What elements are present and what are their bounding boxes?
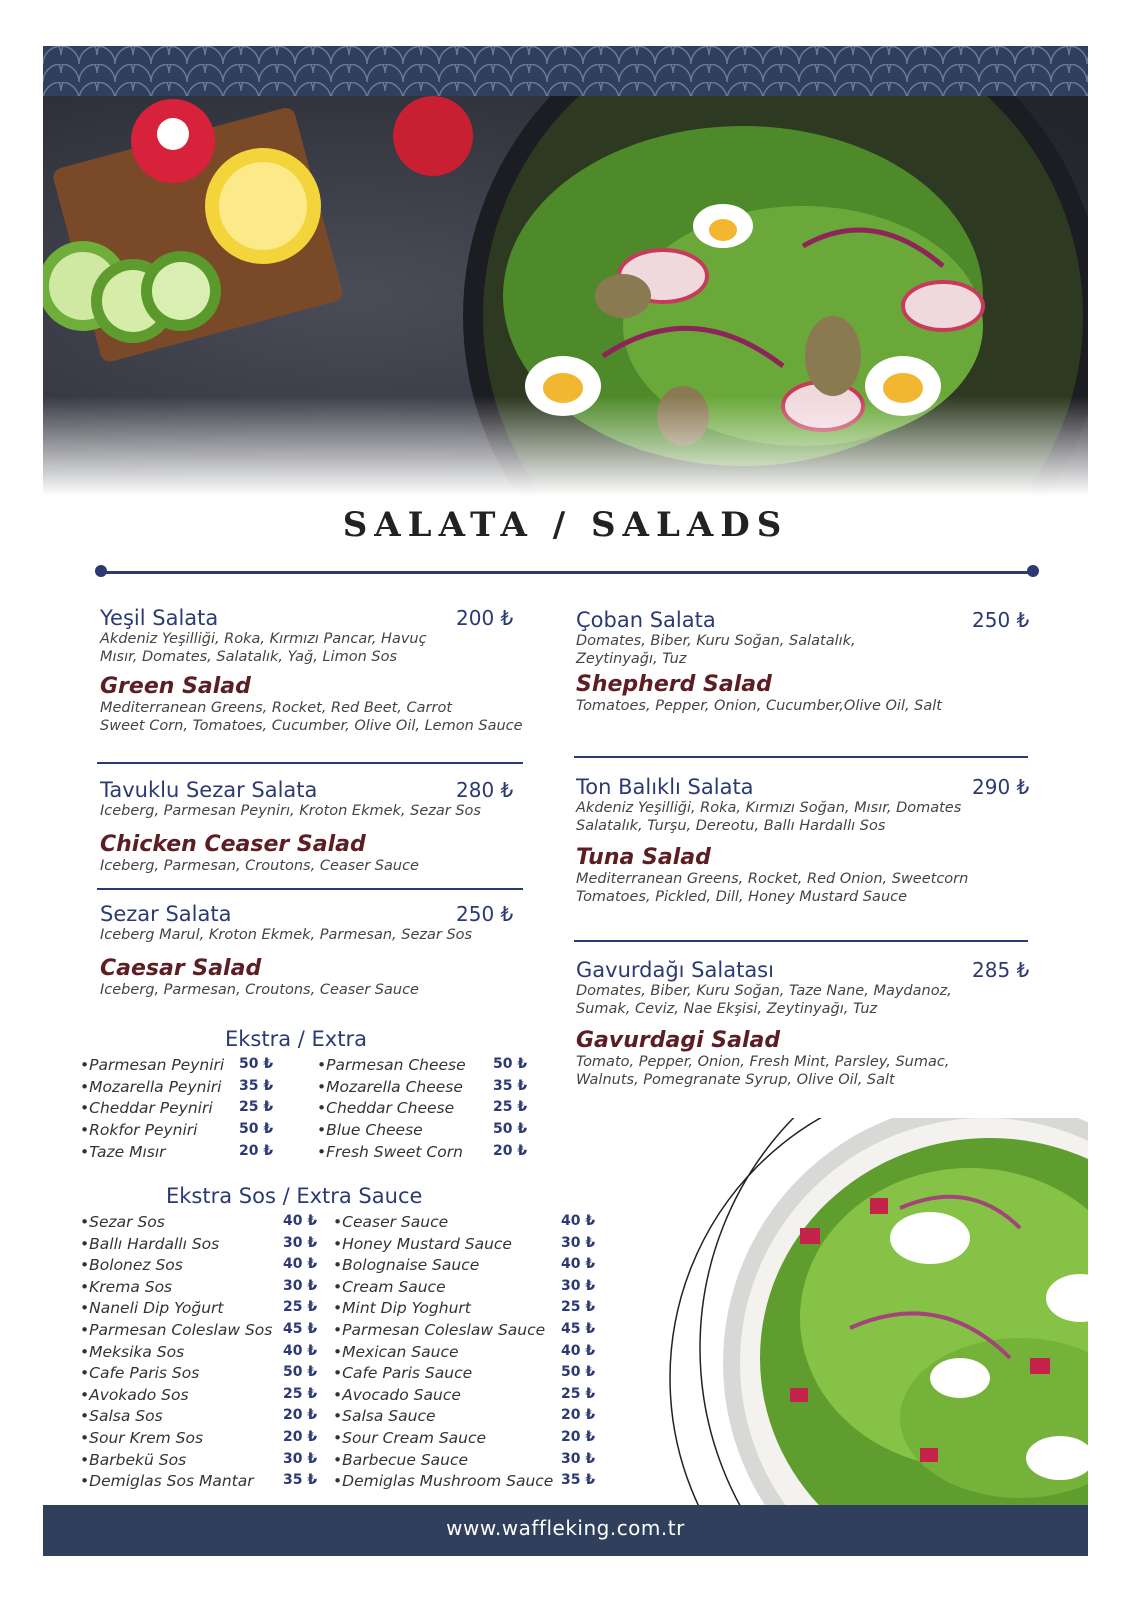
extra-item: •Salsa Sos bbox=[80, 1407, 163, 1426]
divider bbox=[97, 888, 523, 890]
extra-price: 40 ₺ bbox=[283, 1342, 318, 1359]
extra-item: •Bolognaise Sauce bbox=[333, 1256, 480, 1275]
extra-price: 25 ₺ bbox=[561, 1299, 596, 1316]
salad-item-tavuklu-sezar bbox=[100, 778, 520, 875]
extra-item: •Avokado Sos bbox=[80, 1385, 189, 1404]
extra-price: 35 ₺ bbox=[561, 1472, 596, 1489]
salad-desc-en-line: Sweet Corn, Tomatoes, Cucumber, Olive Oil, Lemon Sauce bbox=[100, 718, 523, 734]
extra-item: •Sour Krem Sos bbox=[80, 1429, 204, 1447]
extra-price: 30 ₺ bbox=[561, 1450, 596, 1467]
extra-price: 50 ₺ bbox=[561, 1364, 596, 1381]
salad-item-ton-balikli bbox=[576, 775, 1036, 906]
salad-name-tr: Tavuklu Sezar Salata bbox=[100, 778, 318, 802]
extra-price: 20 ₺ bbox=[283, 1407, 318, 1424]
extra-item: •Mexican Sauce bbox=[333, 1342, 459, 1361]
salad-desc-tr-line: Zeytinyağı, Tuz bbox=[576, 651, 687, 667]
extra-item: •Avocado Sauce bbox=[333, 1385, 461, 1404]
extra-price: 40 ₺ bbox=[561, 1256, 596, 1273]
salad-name-tr: Çoban Salata bbox=[576, 608, 716, 632]
title-rule bbox=[100, 571, 1033, 574]
salad-plate-illustration bbox=[640, 1118, 1088, 1505]
divider bbox=[97, 762, 523, 764]
extra-price: 20 ₺ bbox=[239, 1142, 274, 1159]
extra-item: •Cream Sauce bbox=[333, 1277, 446, 1296]
extra-price: 50 ₺ bbox=[493, 1121, 528, 1138]
extra-item: •Rokfor Peyniri bbox=[80, 1121, 198, 1140]
extra-price: 35 ₺ bbox=[493, 1077, 528, 1094]
extra-price: 40 ₺ bbox=[283, 1213, 318, 1229]
extra-price: 25 ₺ bbox=[561, 1385, 596, 1402]
salad-price: 200 ₺ bbox=[456, 606, 514, 630]
extra-price: 30 ₺ bbox=[283, 1450, 318, 1467]
salad-price: 290 ₺ bbox=[972, 775, 1030, 799]
salad-name-en: Chicken Ceaser Salad bbox=[100, 832, 366, 857]
salad-desc-en-line: Iceberg, Parmesan, Croutons, Ceaser Sauce bbox=[100, 858, 419, 874]
extra-sauce-heading: Ekstra Sos / Extra Sauce bbox=[166, 1184, 423, 1208]
extra-item: •Mint Dip Yoghurt bbox=[333, 1299, 471, 1318]
salad-desc-tr-line: Iceberg, Parmesan Peynirı, Kroton Ekmek, Sezar Sos bbox=[100, 803, 481, 819]
footer-band bbox=[43, 1505, 1088, 1556]
extra-item: •Mozarella Cheese bbox=[317, 1077, 463, 1096]
salad-name-tr: Sezar Salata bbox=[100, 902, 232, 926]
salad-name-en: Gavurdagi Salad bbox=[576, 1028, 781, 1053]
extra-price: 30 ₺ bbox=[283, 1277, 318, 1294]
extra-item: •Parmesan Peyniri bbox=[80, 1056, 225, 1074]
extra-item: •Cafe Paris Sauce bbox=[333, 1364, 473, 1383]
extra-price: 30 ₺ bbox=[561, 1234, 596, 1251]
extra-item: •Cheddar Peyniri bbox=[80, 1099, 213, 1118]
extra-item: •Parmesan Coleslaw Sauce bbox=[333, 1321, 546, 1339]
salad-desc-tr-line: Mısır, Domates, Salatalık, Yağ, Limon Sos bbox=[100, 649, 398, 665]
divider bbox=[574, 940, 1028, 942]
salad-price: 250 ₺ bbox=[972, 608, 1030, 632]
salad-desc-en-line: Iceberg, Parmesan, Croutons, Ceaser Sauce bbox=[100, 982, 419, 998]
salad-desc-tr-line: Domates, Biber, Kuru Soğan, Salatalık, bbox=[576, 633, 856, 649]
salad-name-tr: Ton Balıklı Salata bbox=[576, 775, 754, 799]
salad-name-en: Shepherd Salad bbox=[576, 672, 772, 697]
salad-desc-tr-line: Domates, Biber, Kuru Soğan, Taze Nane, Maydanoz, bbox=[576, 983, 952, 999]
salad-item-sezar bbox=[100, 902, 520, 999]
salad-name-en: Tuna Salad bbox=[576, 845, 711, 870]
extra-price: 50 ₺ bbox=[493, 1056, 528, 1072]
extra-item: •Blue Cheese bbox=[317, 1121, 423, 1140]
salad-price: 285 ₺ bbox=[972, 958, 1030, 982]
salad-desc-tr-line: Sumak, Ceviz, Nae Ekşisi, Zeytinyağı, Tuz bbox=[576, 1001, 878, 1017]
page-title: SALATA / SALADS bbox=[342, 505, 789, 545]
extra-price: 25 ₺ bbox=[283, 1299, 318, 1316]
salad-price: 250 ₺ bbox=[456, 902, 514, 926]
extra-item: •Sour Cream Sauce bbox=[333, 1429, 487, 1447]
salad-desc-en-line: Walnuts, Pomegranate Syrup, Olive Oil, Salt bbox=[576, 1072, 895, 1088]
extra-item: •Demiglas Sos Mantar bbox=[80, 1472, 254, 1491]
salad-price: 280 ₺ bbox=[456, 778, 514, 802]
extra-item: •Krema Sos bbox=[80, 1277, 173, 1296]
extra-item: •Honey Mustard Sauce bbox=[333, 1234, 512, 1253]
extra-price: 50 ₺ bbox=[239, 1121, 274, 1138]
salad-desc-tr-line: Akdeniz Yeşilliği, Roka, Kırmızı Pancar, Havuç bbox=[100, 631, 427, 647]
extra-item: •Demiglas Mushroom Sauce bbox=[333, 1472, 554, 1491]
salad-desc-tr-line: Iceberg Marul, Kroton Ekmek, Parmesan, Sezar Sos bbox=[100, 927, 473, 943]
extra-price: 40 ₺ bbox=[561, 1342, 596, 1359]
extra-item: •Ballı Hardallı Sos bbox=[80, 1234, 220, 1253]
extra-price: 35 ₺ bbox=[283, 1472, 318, 1489]
salad-name-tr: Gavurdağı Salatası bbox=[576, 958, 774, 982]
extra-price: 50 ₺ bbox=[239, 1056, 274, 1072]
extra-price: 35 ₺ bbox=[239, 1077, 274, 1094]
extra-heading: Ekstra / Extra bbox=[225, 1027, 367, 1051]
extra-price: 50 ₺ bbox=[283, 1364, 318, 1381]
extra-item: •Fresh Sweet Corn bbox=[317, 1142, 463, 1161]
salad-name-en: Caesar Salad bbox=[100, 956, 262, 981]
scale-pattern-band bbox=[43, 46, 1088, 96]
extra-item: •Meksika Sos bbox=[80, 1342, 185, 1361]
extra-item: •Mozarella Peyniri bbox=[80, 1077, 222, 1096]
extra-item: •Cheddar Cheese bbox=[317, 1099, 455, 1118]
salad-desc-tr-line: Salatalık, Turşu, Dereotu, Ballı Hardallı Sos bbox=[576, 818, 886, 834]
extra-price: 25 ₺ bbox=[239, 1099, 274, 1116]
extra-price: 40 ₺ bbox=[561, 1213, 596, 1229]
salad-item-gavurdagi bbox=[576, 958, 1036, 1089]
extra-item: •Naneli Dip Yoğurt bbox=[80, 1299, 224, 1318]
salad-desc-en-line: Tomatoes, Pepper, Onion, Cucumber,Olive Oil, Salt bbox=[576, 698, 942, 714]
website-link[interactable]: www.waffleking.com.tr bbox=[446, 1516, 685, 1540]
salad-item-coban bbox=[576, 608, 1036, 715]
extra-price: 25 ₺ bbox=[493, 1099, 528, 1116]
salad-desc-en-line: Mediterranean Greens, Rocket, Red Beet, Carrot bbox=[100, 700, 453, 716]
rule-dot-right bbox=[1027, 565, 1039, 577]
salad-desc-en-line: Tomatoes, Pickled, Dill, Honey Mustard Sauce bbox=[576, 889, 908, 905]
extra-item: •Ceaser Sauce bbox=[333, 1213, 449, 1231]
extra-price: 20 ₺ bbox=[283, 1429, 318, 1445]
extra-item: •Parmesan Coleslaw Sos bbox=[80, 1321, 273, 1339]
extra-item: •Barbekü Sos bbox=[80, 1450, 187, 1469]
salad-desc-tr-line: Akdeniz Yeşilliği, Roka, Kırmızı Soğan, Mısır, Domates bbox=[576, 800, 962, 816]
extra-item: •Bolonez Sos bbox=[80, 1256, 183, 1275]
extra-price: 45 ₺ bbox=[283, 1321, 318, 1337]
extra-item: •Barbecue Sauce bbox=[333, 1450, 469, 1469]
extra-price: 40 ₺ bbox=[283, 1256, 318, 1273]
extra-item: •Taze Mısır bbox=[80, 1142, 166, 1161]
extra-item: •Parmesan Cheese bbox=[317, 1056, 466, 1074]
extra-price: 20 ₺ bbox=[561, 1429, 596, 1445]
extra-price: 30 ₺ bbox=[561, 1277, 596, 1294]
salad-name-tr: Yeşil Salata bbox=[100, 606, 219, 630]
divider bbox=[574, 756, 1028, 758]
extra-item: •Sezar Sos bbox=[80, 1213, 165, 1231]
extra-price: 30 ₺ bbox=[283, 1234, 318, 1251]
extra-price: 20 ₺ bbox=[493, 1142, 528, 1159]
extra-item: •Cafe Paris Sos bbox=[80, 1364, 200, 1383]
extra-item: •Salsa Sauce bbox=[333, 1407, 436, 1426]
hero-salad-photo bbox=[43, 96, 1088, 496]
salad-desc-en-line: Tomato, Pepper, Onion, Fresh Mint, Parsley, Sumac, bbox=[576, 1054, 950, 1070]
extra-price: 20 ₺ bbox=[561, 1407, 596, 1424]
scale-pattern bbox=[43, 46, 1088, 96]
salad-item-yesil bbox=[100, 606, 523, 735]
salad-desc-en-line: Mediterranean Greens, Rocket, Red Onion, Sweetcorn bbox=[576, 871, 969, 887]
salad-name-en: Green Salad bbox=[100, 674, 251, 699]
extra-price: 45 ₺ bbox=[561, 1321, 596, 1337]
extra-price: 25 ₺ bbox=[283, 1385, 318, 1402]
